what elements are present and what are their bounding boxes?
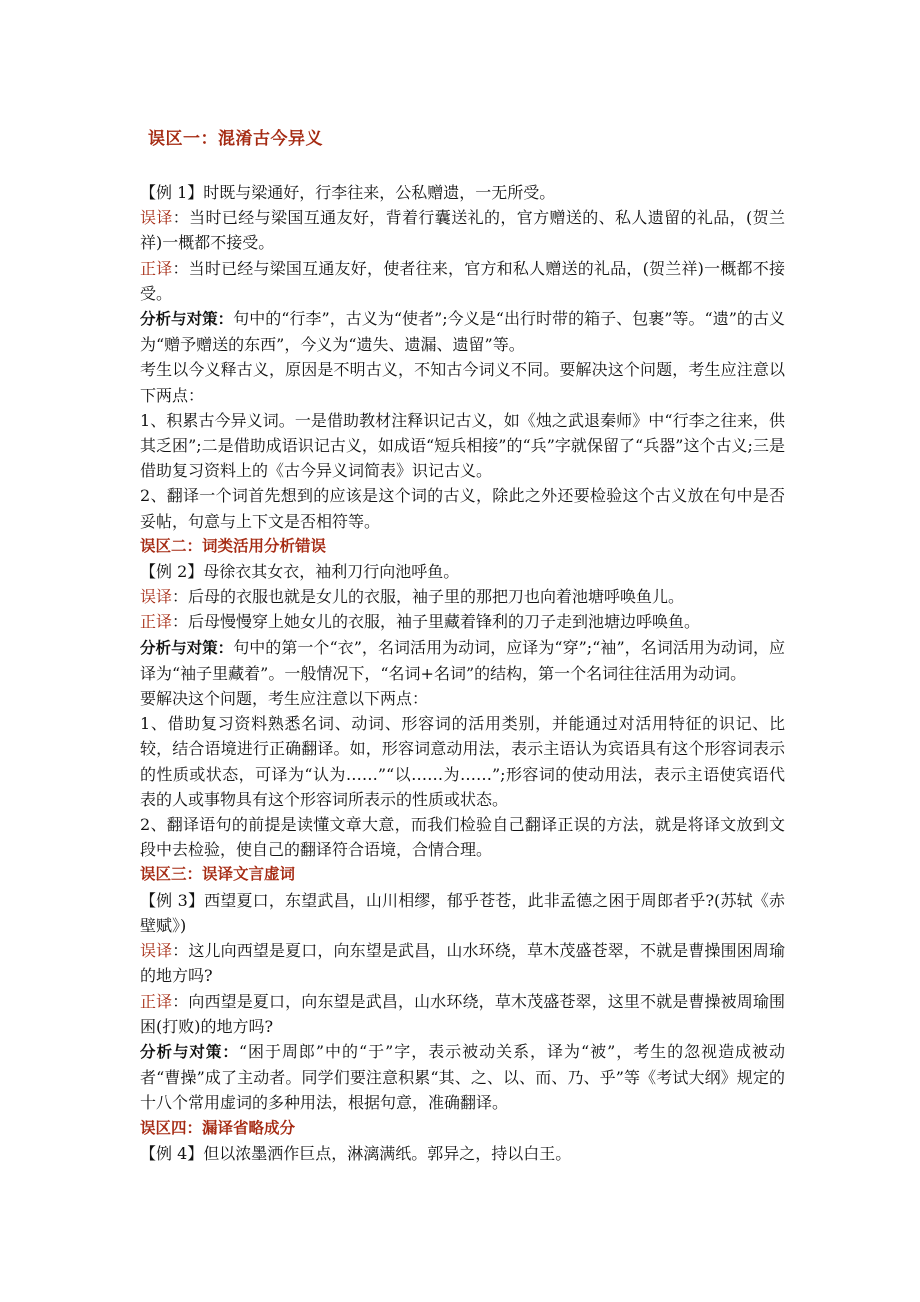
correct-text: ：向西望是夏口，向东望是武昌，山水环绕，草木茂盛苍翠，这里不就是曹操被周瑜围困(打败)的地方吗? [140,991,785,1036]
paragraph-2: 要解决这个问题，考生应注意以下两点： [140,689,429,709]
wrong-text: ：这儿向西望是夏口，向东望是武昌，山水环绕，草木茂盛苍翠，不就是曹操围困周瑜的地方吗? [140,941,785,986]
document-body [140,180,785,1166]
section-4-heading: 误区四：漏译省略成分 [140,1118,296,1137]
example-1: 【例 1】时既与梁通好，行李往来，公私赠遗，一无所受。 [140,183,556,202]
section-3-heading: 误区三：误译文言虚词 [140,865,296,884]
correct-text: ：当时已经与梁国互通友好，使者往来，官方和私人赠送的礼品，(贺兰祥)一概都不接受。 [140,258,785,303]
wrong-label: 误译 [140,941,173,961]
wrong-translation-1 [140,205,785,255]
point-2-1: 1、借助复习资料熟悉名词、动词、形容词的活用类别，并能通过对活用特征的识记、比较，结合语境进行正确翻译。如，形容词意动用法，表示主语认为宾语具有这个形容词表示的性质或状态，可译为“认为……”“以……为……”;形容词的使动用法，表示主语使宾语代表的人或事物具有这个形容词所表示的性质或状态。 [140,714,785,809]
point-1-1: 1、积累古今异义词。一是借助教材注释识记古义，如《烛之武退秦师》中“行李之往来，供其乏困”;二是借助成语识记古义，如成语“短兵相接”的“兵”字就保留了“兵器”这个古义;三是借助复习资料上的《古今异义词简表》识记古义。 [140,410,785,481]
analysis-3 [140,1039,785,1116]
correct-translation-2 [140,609,785,634]
analysis-label: 分析与对策： [140,1042,239,1061]
wrong-translation-2 [140,584,785,609]
wrong-label: 误译 [140,587,173,607]
wrong-text: ：当时已经与梁国互通友好，背着行囊送礼的，官方赠送的、私人遗留的礼品，(贺兰祥)一概都不接受。 [140,208,785,253]
example-4: 【例 4】但以浓墨洒作巨点，淋漓满纸。郭异之，持以白王。 [140,1143,572,1163]
analysis-text: “困于周郎”中的“于”字，表示被动关系，译为“被”，考生的忽视造成被动者“曹操”成了主动者。同学们要注意积累“其、之、以、而、乃、乎”等《考试大纲》规定的十八个常用虚词的多种用法，根据句意，准确翻译。 [140,1041,785,1113]
analysis-2 [140,635,785,686]
wrong-translation-3 [140,938,785,988]
wrong-text: ：后母的衣服也就是女儿的衣服，袖子里的那把刀也向着池塘呼唤鱼儿。 [172,587,685,607]
point-1-2: 2、翻译一个词首先想到的应该是这个词的古义，除此之外还要检验这个古义放在句中是否妥帖，句意与上下文是否相符等。 [140,486,785,531]
section-2-heading: 误区二：词类活用分析错误 [140,536,327,555]
correct-label: 正译 [140,991,173,1011]
analysis-text: 句中的第一个“衣”，名词活用为动词，应译为“穿”;“袖”，名词活用为动词，应译为“袖子里藏着”。一般情况下，“名词+名词”的结构，第一个名词往往活用为动词。 [140,637,785,683]
analysis-text: 句中的“行李”，古义为“使者”;今义是“出行时带的箱子、包裹”等。“遗”的古义为“赠予赠送的东西”，今义为“遗失、遗漏、遗留”等。 [140,309,785,355]
correct-translation-1 [140,256,785,306]
wrong-label: 误译 [140,208,173,228]
analysis-1 [140,306,785,357]
correct-text: ：后母慢慢穿上她女儿的衣服，袖子里藏着锋利的刀子走到池塘边呼唤鱼。 [172,612,701,632]
section-1-title: 误区一：混淆古今异义 [148,129,323,149]
paragraph-1: 考生以今义释古义，原因是不明古义，不知古今词义不同。要解决这个问题，考生应注意以下两点： [140,360,785,405]
correct-label: 正译 [140,612,173,632]
example-3: 【例 3】西望夏口，东望武昌，山川相缪，郁乎苍苍，此非孟德之困于周郎者乎?(苏轼《赤壁赋》) [140,890,785,935]
analysis-label: 分析与对策： [140,310,234,329]
example-2: 【例 2】母徐衣其女衣，袖利刀行向池呼鱼。 [140,562,460,582]
correct-label: 正译 [140,258,173,278]
analysis-label: 分析与对策： [140,638,234,657]
point-2-2: 2、翻译语句的前提是读懂文章大意，而我们检验自己翻译正误的方法，就是将译文放到文段中去检验，使自己的翻译符合语境，合情合理。 [140,815,785,860]
correct-translation-3 [140,989,785,1039]
